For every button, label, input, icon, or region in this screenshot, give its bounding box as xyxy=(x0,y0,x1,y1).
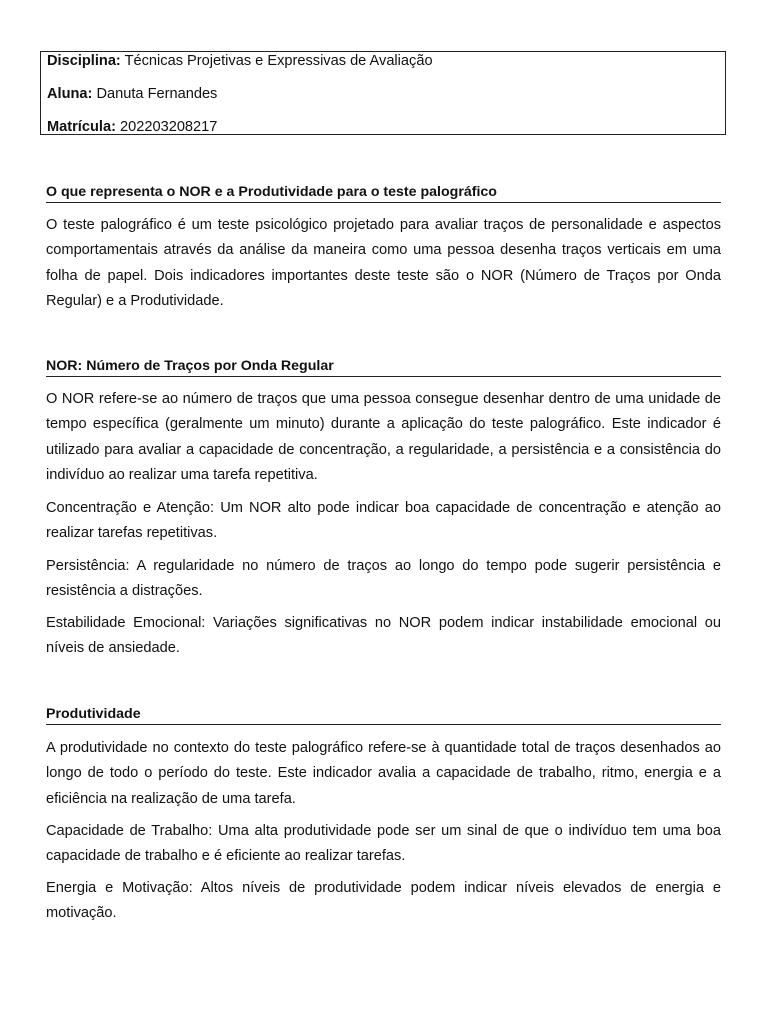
matricula-line xyxy=(47,118,217,136)
matricula-value: 202203208217 xyxy=(120,119,218,135)
paragraph: O teste palográfico é um teste psicológico projetado para avaliar traços de personalidade e aspectos comportamentais através da análise da maneira como uma pessoa desenha traços verticais em uma folha de papel. Dois indicadores importantes deste teste são o NOR (Número de Traços por Onda Regular) e a Produtividade. xyxy=(46,217,721,309)
aluna-line xyxy=(47,85,217,103)
disciplina-value: Técnicas Projetivas e Expressivas de Avaliação xyxy=(124,53,433,69)
paragraph: Energia e Motivação: Altos níveis de produtividade podem indicar níveis elevados de energia e motivação. xyxy=(46,880,721,922)
section-heading-nor-produtividade: O que representa o NOR e a Produtividade para o teste palográfico xyxy=(46,183,721,203)
paragraph: Estabilidade Emocional: Variações significativas no NOR podem indicar instabilidade emocional ou níveis de ansiedade. xyxy=(46,615,721,657)
paragraph: Concentração e Atenção: Um NOR alto pode indicar boa capacidade de concentração e atenção ao realizar tarefas repetitivas. xyxy=(46,500,721,542)
section-heading-produtividade: Produtividade xyxy=(46,705,721,725)
section-heading-nor: NOR: Número de Traços por Onda Regular xyxy=(46,357,721,377)
paragraph: O NOR refere-se ao número de traços que uma pessoa consegue desenhar dentro de uma unidade de tempo específica (geralmente um minuto) durante a aplicação do teste palográfico. Este indicador é utilizado para avaliar a capacidade de concentração, a regularidade, a persistência e a consistência do indivíduo ao realizar uma tarefa repetitiva. xyxy=(46,391,721,483)
paragraph: Persistência: A regularidade no número de traços ao longo do tempo pode sugerir persistência e resistência a distrações. xyxy=(46,558,721,600)
paragraph: Capacidade de Trabalho: Uma alta produtividade pode ser um sinal de que o indivíduo tem uma boa capacidade de trabalho e é eficiente ao realizar tarefas. xyxy=(46,823,721,865)
paragraph: A produtividade no contexto do teste palográfico refere-se à quantidade total de traços desenhados ao longo de todo o período do teste. Este indicador avalia a capacidade de trabalho, ritmo, energia e a eficiência na realização de uma tarefa. xyxy=(46,740,721,807)
aluna-label: Aluna: xyxy=(47,86,93,102)
disciplina-label: Disciplina: xyxy=(47,53,121,69)
aluna-value: Danuta Fernandes xyxy=(96,86,218,102)
matricula-label: Matrícula: xyxy=(47,119,116,135)
disciplina-line xyxy=(47,52,433,70)
header-box xyxy=(40,51,726,135)
